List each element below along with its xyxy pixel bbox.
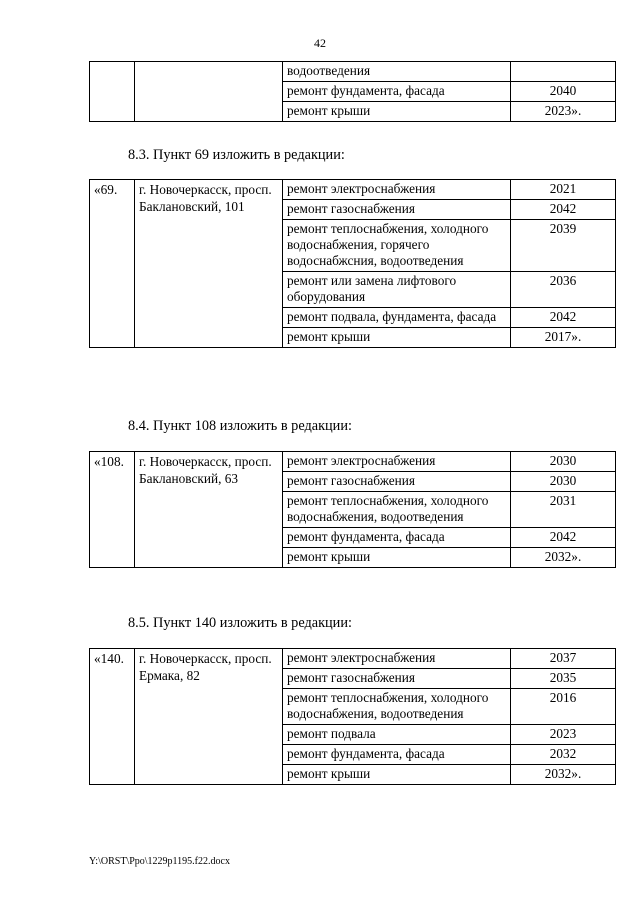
- address-cell: [135, 62, 283, 122]
- table-row: [90, 649, 616, 669]
- work-cell: водоотведения: [283, 62, 511, 82]
- work-cell: ремонт электроснабжения: [283, 180, 511, 200]
- item-number: «108.: [90, 452, 135, 568]
- section-heading: 8.4. Пункт 108 изложить в редакции:: [128, 418, 352, 434]
- year-cell: 2017».: [511, 328, 616, 348]
- table-row: [90, 452, 616, 472]
- year-cell: 2023».: [511, 102, 616, 122]
- year-cell: 2036: [511, 272, 616, 308]
- work-cell: ремонт крыши: [283, 765, 511, 785]
- year-cell: 2032».: [511, 548, 616, 568]
- table-row: [90, 62, 616, 82]
- item-number: «69.: [90, 180, 135, 348]
- address-cell: г. Новочеркасск, просп. Ермака, 82: [135, 649, 283, 785]
- section-heading: 8.3. Пункт 69 изложить в редакции:: [128, 147, 345, 163]
- num-cell: [90, 62, 135, 122]
- footer-file-path: Y:\ORST\Ppo\1229p1195.f22.docx: [89, 856, 230, 867]
- address-cell: г. Новочеркасск, просп. Баклановский, 63: [135, 452, 283, 568]
- work-cell: ремонт теплоснабжения, холодного водоснабжения, водоотведения: [283, 492, 511, 528]
- section-table-140: [89, 648, 616, 785]
- table-row: [90, 180, 616, 200]
- year-cell: 2037: [511, 649, 616, 669]
- work-cell: ремонт крыши: [283, 102, 511, 122]
- section-table-108: [89, 451, 616, 568]
- year-cell: 2032: [511, 745, 616, 765]
- work-cell: ремонт подвала: [283, 725, 511, 745]
- year-cell: 2016: [511, 689, 616, 725]
- year-cell: 2040: [511, 82, 616, 102]
- year-cell: 2023: [511, 725, 616, 745]
- year-cell: 2042: [511, 308, 616, 328]
- work-cell: ремонт электроснабжения: [283, 649, 511, 669]
- year-cell: 2035: [511, 669, 616, 689]
- section-heading: 8.5. Пункт 140 изложить в редакции:: [128, 615, 352, 631]
- item-number: «140.: [90, 649, 135, 785]
- year-cell: 2030: [511, 452, 616, 472]
- year-cell: 2032».: [511, 765, 616, 785]
- work-cell: ремонт фундамента, фасада: [283, 82, 511, 102]
- work-cell: ремонт фундамента, фасада: [283, 745, 511, 765]
- work-cell: ремонт газоснабжения: [283, 200, 511, 220]
- page-number: 42: [314, 36, 326, 50]
- work-cell: ремонт электроснабжения: [283, 452, 511, 472]
- year-cell: 2021: [511, 180, 616, 200]
- work-cell: ремонт теплоснабжения, холодного водоснабжения, горячего водоснабжсния, водоотведения: [283, 220, 511, 272]
- work-cell: ремонт фундамента, фасада: [283, 528, 511, 548]
- work-cell: ремонт газоснабжения: [283, 669, 511, 689]
- work-cell: ремонт теплоснабжения, холодного водоснабжения, водоотведения: [283, 689, 511, 725]
- year-cell: 2042: [511, 200, 616, 220]
- section-table-69: [89, 179, 616, 348]
- top-table: [89, 61, 616, 122]
- year-cell: 2039: [511, 220, 616, 272]
- year-cell: 2042: [511, 528, 616, 548]
- work-cell: ремонт или замена лифтового оборудования: [283, 272, 511, 308]
- year-cell: [511, 62, 616, 82]
- work-cell: ремонт крыши: [283, 328, 511, 348]
- year-cell: 2030: [511, 472, 616, 492]
- work-cell: ремонт крыши: [283, 548, 511, 568]
- work-cell: ремонт подвала, фундамента, фасада: [283, 308, 511, 328]
- year-cell: 2031: [511, 492, 616, 528]
- work-cell: ремонт газоснабжения: [283, 472, 511, 492]
- address-cell: г. Новочеркасск, просп. Баклановский, 101: [135, 180, 283, 348]
